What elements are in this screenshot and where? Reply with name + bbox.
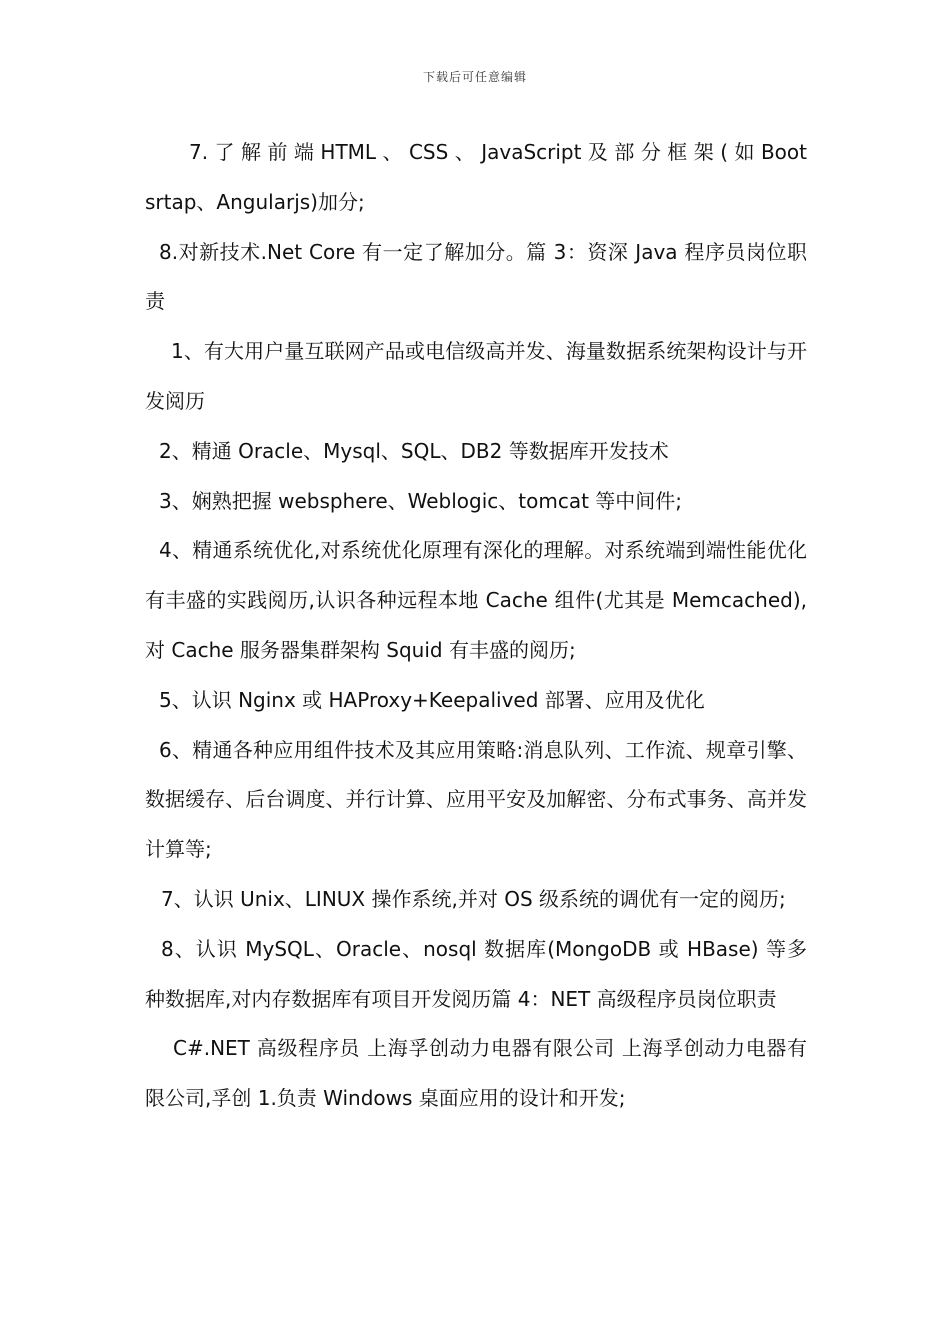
paragraph-os-skills: 7、认识 Unix、LINUX 操作系统,并对 OS 级系统的调优有一定的阅历; xyxy=(161,886,786,911)
page-header: 下载后可任意编辑 xyxy=(422,70,527,84)
document-body xyxy=(145,128,807,1124)
paragraph-component-skills: 6、精通各种应用组件技术及其应用策略:消息队列、工作流、规章引擎、数据缓存、后台调度、并行计算、应用平安及加解密、分布式事务、高并发计算等; xyxy=(145,737,807,862)
paragraph-nginx-skills: 5、认识 Nginx 或 HAProxy+Keepalived 部署、应用及优化 xyxy=(159,687,705,712)
paragraph-optimization-skills: 4、精通系统优化,对系统优化原理有深化的理解。对系统端到端性能优化有丰盛的实践阅历,认识各种远程本地 Cache 组件(尤其是 Memcached),对 Cache 服务器集群架构 Squid 有丰盛的阅历; xyxy=(145,538,807,662)
paragraph-middleware-skills: 3、娴熟把握 websphere、Weblogic、tomcat 等中间件; xyxy=(159,488,683,513)
paragraph-netcore-bonus: 8.对新技术.Net Core 有一定了解加分。篇 3：资深 Java 程序员岗位职责 xyxy=(145,239,807,314)
paragraph-database-skills: 2、精通 Oracle、Mysql、SQL、DB2 等数据库开发技术 xyxy=(159,438,669,463)
paragraph-nosql-skills: 8、认识 MySQL、Oracle、nosql 数据库(MongoDB 或 HBase) 等多种数据库,对内存数据库有项目开发阅历篇 4：NET 高级程序员岗位职责 xyxy=(145,936,807,1011)
paragraph-architecture-experience: 1、有大用户量互联网产品或电信级高并发、海量数据系统架构设计与开发阅历 xyxy=(145,339,807,413)
paragraph-net-senior-programmer: C#.NET 高级程序员 上海孚创动力电器有限公司 上海孚创动力电器有限公司,孚创 1.负责 Windows 桌面应用的设计和开发; xyxy=(145,1036,807,1111)
paragraph-frontend-bonus: 7. 了 解 前 端 HTML 、 CSS 、 JavaScript 及 部 分 框 架 ( 如 Bootsrtap、Angularjs)加分; xyxy=(145,140,807,214)
